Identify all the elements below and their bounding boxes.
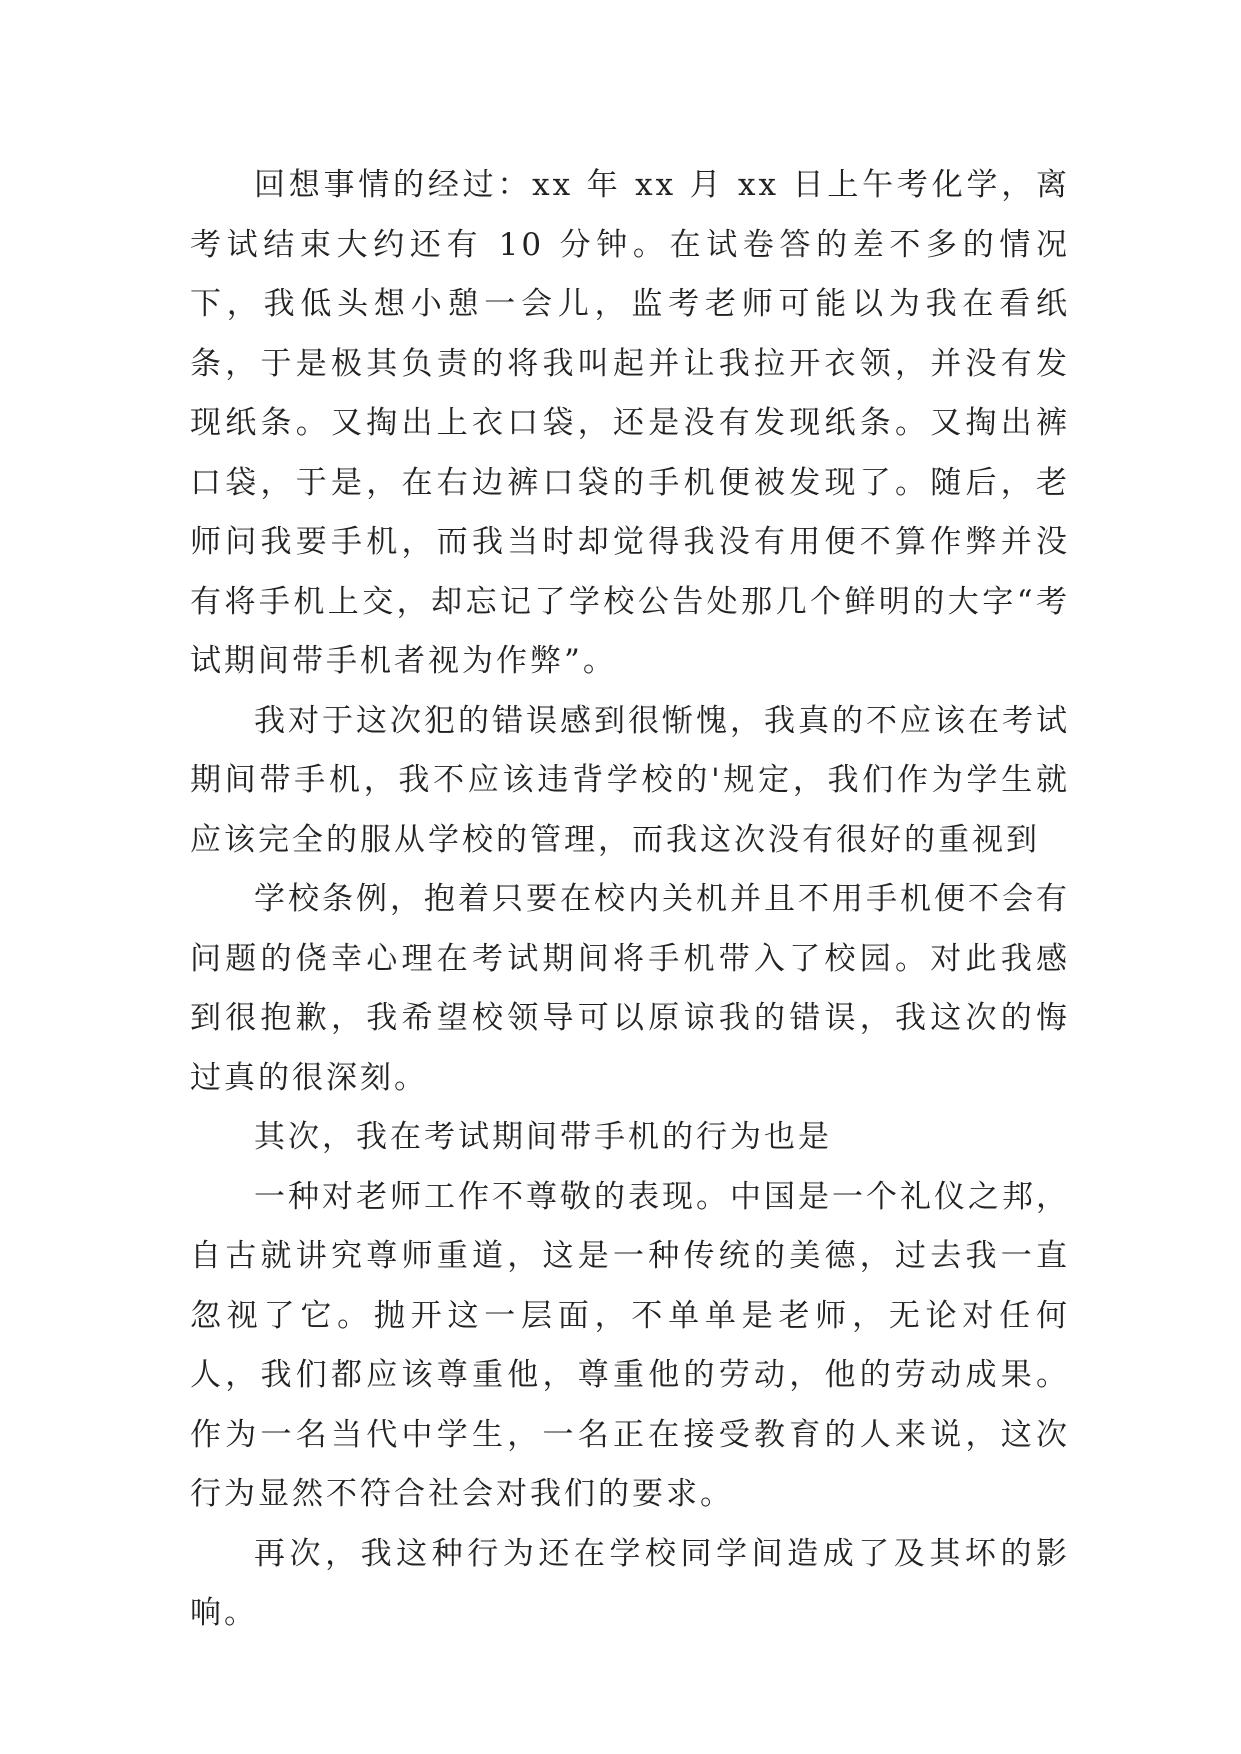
paragraph-regret: 我对于这次犯的错误感到很惭愧，我真的不应该在考试期间带手机，我不应该违背学校的'规定，我们作为学生就应该完全的服从学校的管理，而我这次没有很好的重视到: [190, 702, 1070, 858]
paragraph-secondly: 其次，我在考试期间带手机的行为也是: [254, 1119, 832, 1155]
paragraph-incident-account: 回想事情的经过：xx 年 xx 月 xx 日上午考化学，离考试结束大约还有 10 分钟。在试卷答的差不多的情况下，我低头想小憩一会儿，监考老师可能以为我在看纸条，于是极其负责的将我叫起并让我拉开衣领，并没有发现纸条。又掏出上衣口袋，还是没有发现纸条。又掏出裤口袋，于是，在右边裤口袋的手机便被发现了。随后，老师问我要手机，而我当时却觉得我没有用便不算作弊并没有将手机上交，却忘记了学校公告处那几个鲜明的大字“考试期间带手机者视为作弊”。: [190, 167, 1070, 679]
document-body: [190, 156, 1070, 1644]
paragraph-school-rules: 学校条例，抱着只要在校内关机并且不用手机便不会有问题的侥幸心理在考试期间将手机带入了校园。对此我感到很抱歉，我希望校领导可以原谅我的错误，我这次的悔过真的很深刻。: [190, 881, 1070, 1096]
paragraph-thirdly: 再次，我这种行为还在学校同学间造成了及其坏的影响。: [190, 1535, 1070, 1631]
paragraph-respect-teachers: 一种对老师工作不尊敬的表现。中国是一个礼仪之邦，自古就讲究尊师重道，这是一种传统的美德，过去我一直忽视了它。抛开这一层面，不单单是老师，无论对任何人，我们都应该尊重他，尊重他的劳动，他的劳动成果。作为一名当代中学生，一名正在接受教育的人来说，这次行为显然不符合社会对我们的要求。: [190, 1178, 1070, 1512]
